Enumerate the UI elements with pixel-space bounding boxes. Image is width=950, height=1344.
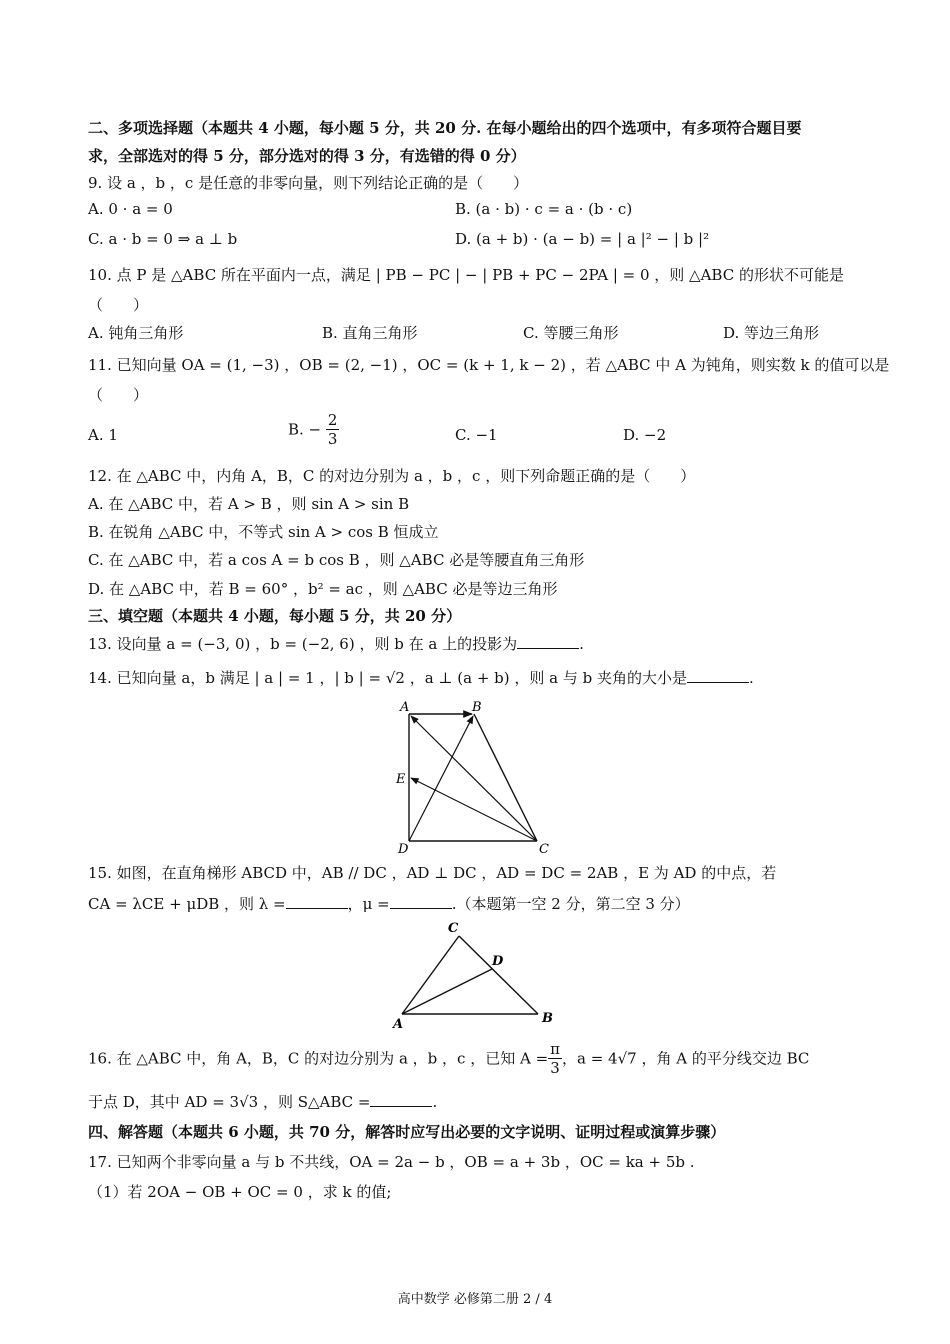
page-footer: 高中数学 必修第二册 2 / 4 <box>397 1292 553 1307</box>
q16-line2b: . <box>432 1093 438 1111</box>
fig1-label-b: B <box>472 700 482 715</box>
q9-option-c: C. a · b = 0 ⇒ a ⊥ b <box>88 230 238 248</box>
q14-answer-blank[interactable] <box>687 668 749 683</box>
q13-answer-blank[interactable] <box>517 634 579 649</box>
q15-score-note: .（本题第一空 2 分，第二空 3 分） <box>451 895 690 913</box>
fig2-label-a: A <box>393 1017 404 1032</box>
q17-part1: （1）若 2OA − OB + OC = 0 ，求 k 的值; <box>88 1183 392 1201</box>
section2-title-line1: 二、多项选择题（本题共 4 小题，每小题 5 分，共 20 分. 在每小题给出的四个选项中，有多项符合题目要 <box>88 119 802 137</box>
q10-paren: （ ） <box>88 296 149 314</box>
fig1-vector-db <box>409 716 473 841</box>
q16-line1a: 16. 在 △ABC 中，角 A，B，C 的对边分别为 a ，b ，c ，已知 A = <box>88 1049 549 1068</box>
figure-triangle <box>388 918 558 1033</box>
figure-trapezoid <box>388 695 558 855</box>
q11-option-b-prefix: B. − <box>288 420 322 439</box>
q12-option-b: B. 在锐角 △ABC 中，不等式 sin A > cos B 恒成立 <box>88 523 439 541</box>
q14-text: 14. 已知向量 a，b 满足 | a | = 1 ，| b | = √2 ，a ⊥ (a + b) ，则 a 与 b 夹角的大小是 <box>88 669 688 687</box>
q9-option-d: D. (a + b) · (a − b) = | a |² − | b |² <box>455 230 710 248</box>
q12-option-c: C. 在 △ABC 中，若 a cos A = b cos B ，则 △ABC 必是等腰直角三角形 <box>88 551 585 569</box>
section4-title: 四、解答题（本题共 6 小题，共 70 分，解答时应写出必要的文字说明、证明过程或演算步骤） <box>88 1123 726 1141</box>
fig2-segment-ad <box>402 969 492 1014</box>
q10-option-b: B. 直角三角形 <box>322 324 418 342</box>
q9-stem: 9. 设 a ，b ，c 是任意的非零向量，则下列结论正确的是（ ） <box>88 174 529 192</box>
q15-line1: 15. 如图，在直角梯形 ABCD 中，AB // DC ，AD ⊥ DC ，AD = DC = 2AB ，E 为 AD 的中点，若 <box>88 864 777 882</box>
q10-stem: 10. 点 P 是 △ABC 所在平面内一点，满足 | PB − PC | − | PB + PC − 2PA | = 0 ，则 △ABC 的形状不可能是 <box>88 266 844 284</box>
q9-option-b: B. (a · b) · c = a · (b · c) <box>455 200 633 218</box>
q11-option-b-den: 3 <box>327 430 338 448</box>
q11-paren: （ ） <box>88 386 149 404</box>
fig1-vector-ca <box>411 716 537 841</box>
q13-end: . <box>579 635 584 653</box>
q11-option-c: C. −1 <box>455 426 498 444</box>
fig2-label-c: C <box>448 921 459 936</box>
q11-stem: 11. 已知向量 OA = (1, −3) ，OB = (2, −1) ，OC = (k + 1, k − 2) ，若 △ABC 中 A 为钝角，则实数 k 的值可以是 <box>88 356 890 374</box>
fig2-label-b: B <box>542 1011 553 1026</box>
q10-option-c: C. 等腰三角形 <box>523 324 619 342</box>
q11-option-b <box>288 411 339 448</box>
q11-option-b-num: 2 <box>327 411 338 429</box>
q12-option-d: D. 在 △ABC 中，若 B = 60° ，b² = ac ，则 △ABC 必是等边三角形 <box>88 580 558 598</box>
q15-equation: CA = λCE + μDB ，则 λ = <box>88 895 286 913</box>
q16-frac-den: 3 <box>550 1059 560 1077</box>
q16-line2a: 于点 D，其中 AD = 3√3 ，则 S△ABC = <box>88 1093 371 1111</box>
q16-line2 <box>88 1091 437 1113</box>
q16-line1 <box>88 1040 809 1077</box>
fig1-label-a: A <box>400 700 410 715</box>
section2-title-line2: 求，全部选对的得 5 分，部分选对的得 3 分，有选错的得 0 分） <box>88 147 526 165</box>
q13-text: 13. 设向量 a = (−3, 0) ，b = (−2, 6) ，则 b 在 a 上的投影为 <box>88 635 518 653</box>
q10-option-a: A. 钝角三角形 <box>88 324 184 342</box>
q17-stem: 17. 已知两个非零向量 a 与 b 不共线，OA = 2a − b ，OB = a + 3b ，OC = ka + 5b . <box>88 1153 695 1171</box>
q9-option-a: A. 0 · a = 0 <box>88 200 173 218</box>
q16-answer-blank[interactable] <box>370 1092 432 1107</box>
q15-mu-blank[interactable] <box>390 894 452 909</box>
q16-frac-num: π <box>550 1040 560 1058</box>
fig1-label-d: D <box>398 842 409 855</box>
fig1-vector-ce <box>411 778 537 841</box>
fig2-side-cb <box>459 936 538 1014</box>
q11-option-b-fraction <box>326 411 340 448</box>
fig2-label-d: D <box>492 954 504 969</box>
fig2-side-ac <box>402 936 459 1014</box>
q14 <box>88 667 754 689</box>
q11-option-d: D. −2 <box>623 426 667 444</box>
q15-mu-label: ，μ = <box>347 895 390 913</box>
q15-lambda-blank[interactable] <box>286 894 348 909</box>
q14-end: . <box>749 669 754 687</box>
q16-fraction <box>548 1040 562 1077</box>
fig1-label-e: E <box>396 772 406 787</box>
fig1-label-c: C <box>539 842 549 855</box>
fig1-side-bc <box>474 714 537 841</box>
q12-stem: 12. 在 △ABC 中，内角 A，B，C 的对边分别为 a ，b ，c ，则下列命题正确的是（ ） <box>88 467 696 485</box>
q10-option-d: D. 等边三角形 <box>723 324 820 342</box>
section3-title: 三、填空题（本题共 4 小题，每小题 5 分，共 20 分） <box>88 607 462 625</box>
q15-line2 <box>88 893 690 915</box>
q12-option-a: A. 在 △ABC 中，若 A > B ，则 sin A > sin B <box>88 495 410 513</box>
q13 <box>88 633 584 655</box>
q16-line1b: ，a = 4√7 ，角 A 的平分线交边 BC <box>562 1049 810 1068</box>
q11-option-a: A. 1 <box>88 426 118 444</box>
